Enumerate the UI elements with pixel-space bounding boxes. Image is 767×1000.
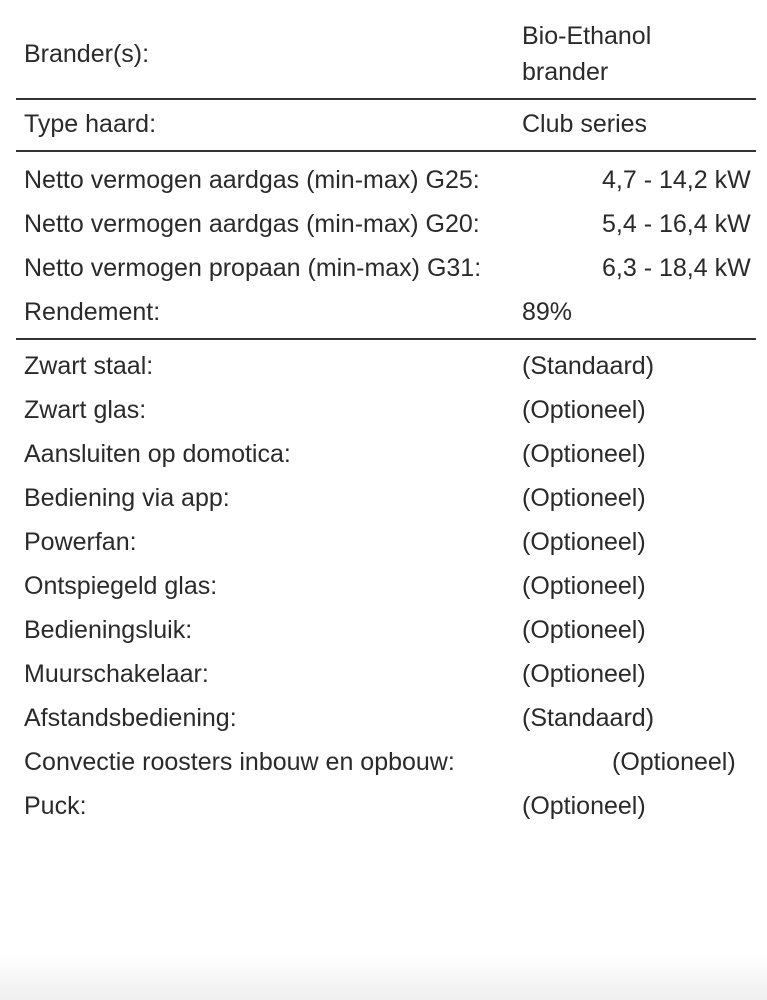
spec-value: (Optioneel) [612, 748, 736, 776]
spec-value: 89% [522, 298, 573, 326]
spec-row [16, 246, 756, 290]
spec-label: Bediening via app: [24, 484, 230, 512]
spec-label: Type haard: [24, 110, 157, 138]
spec-value: (Optioneel) [522, 396, 646, 424]
spec-row [16, 652, 756, 696]
spec-label: Ontspiegeld glas: [24, 572, 218, 600]
spec-value: (Optioneel) [522, 440, 646, 468]
spec-label: Netto vermogen propaan (min-max) G31: [24, 254, 482, 282]
spec-value: (Optioneel) [522, 484, 646, 512]
spec-value: (Optioneel) [522, 792, 646, 820]
spec-row-brander [16, 18, 756, 98]
spec-label: Bedieningsluik: [24, 616, 193, 644]
spec-row [16, 388, 756, 432]
spec-label: Rendement: [24, 298, 161, 326]
spec-row [16, 520, 756, 564]
spec-value: (Optioneel) [522, 616, 646, 644]
spec-value: (Optioneel) [522, 528, 646, 556]
spec-label: Zwart staal: [24, 352, 154, 380]
spec-value: (Standaard) [522, 352, 655, 380]
bottom-fade [0, 955, 767, 1000]
spec-table [16, 18, 756, 828]
spec-label: Netto vermogen aardgas (min-max) G20: [24, 210, 480, 238]
spec-row [16, 784, 756, 828]
spec-label: Netto vermogen aardgas (min-max) G25: [24, 166, 480, 194]
spec-label: Puck: [24, 792, 87, 820]
spec-label: Convectie roosters inbouw en opbouw: [24, 748, 455, 776]
spec-row [16, 476, 756, 520]
spec-row [16, 564, 756, 608]
spec-value: 4,7 - 14,2 kW [602, 166, 751, 194]
spec-value: 6,3 - 18,4 kW [602, 254, 751, 282]
spec-row [16, 100, 756, 150]
spec-row [16, 432, 756, 476]
spec-label: Afstandsbediening: [24, 704, 237, 732]
spec-row [16, 608, 756, 652]
spec-row [16, 740, 756, 784]
spec-label: Muurschakelaar: [24, 660, 209, 688]
spec-row [16, 290, 756, 334]
spec-row [16, 696, 756, 740]
spec-label: Aansluiten op domotica: [24, 440, 291, 468]
spec-row [16, 202, 756, 246]
spec-value: (Optioneel) [522, 660, 646, 688]
spec-label: Brander(s): [24, 40, 150, 68]
spec-value: (Optioneel) [522, 572, 646, 600]
spec-value: Club series [522, 110, 648, 138]
spec-row [16, 158, 756, 202]
spec-label: Zwart glas: [24, 396, 147, 424]
spec-value: Bio-Ethanol brander [522, 22, 652, 86]
spec-value: (Standaard) [522, 704, 655, 732]
spec-value: 5,4 - 16,4 kW [602, 210, 751, 238]
spec-row [16, 344, 756, 388]
spec-label: Powerfan: [24, 528, 137, 556]
